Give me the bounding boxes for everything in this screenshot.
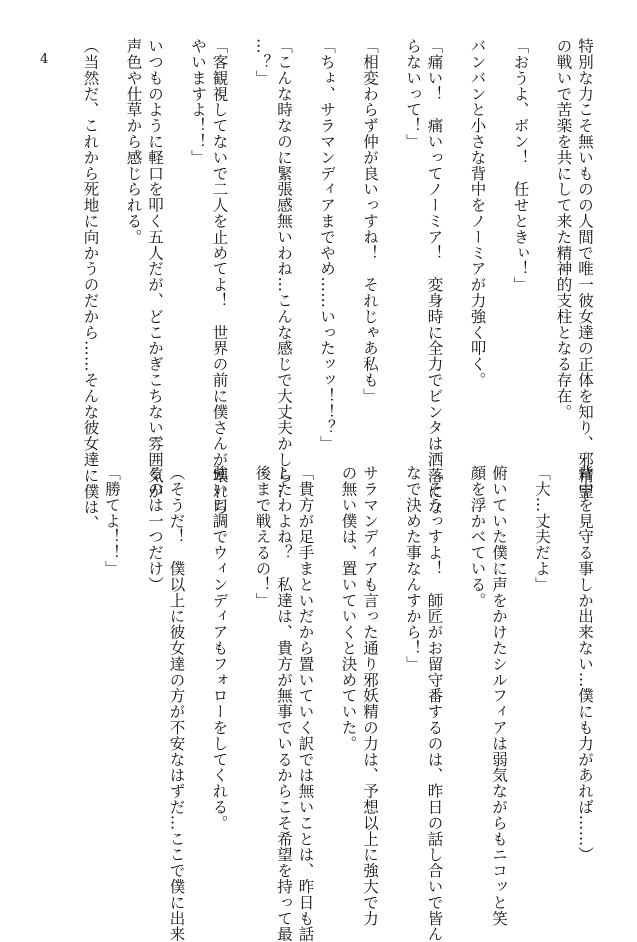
text-column: 声色や仕草から感じられる。 [124, 38, 143, 245]
text-column: 「貴方が足手まといだから置いていく訳では無いことは、昨日も話 [296, 465, 315, 942]
text-column: 「おうよ、ボン！ 任せときぃ！」 [511, 38, 530, 293]
text-column: 「相変わらず仲が良いっすね！ それじゃあ私も」 [361, 38, 379, 404]
text-column: 「ちょ、サラマンディアまでやめ……いったッッ！！？」 [318, 38, 336, 452]
text-column: …？」 [253, 38, 272, 86]
text-column: 「こんな時なのに緊張感無いわね…こんな感じで大丈夫かしら… [275, 38, 293, 500]
text-column: （当然だ、これから死地に向かうのだから……そんな彼女達に僕は、 [81, 38, 100, 531]
text-column: サラマンディアも言った通り邪妖精の力は、予想以上に強大で力 [361, 465, 379, 927]
text-column: 特別な力こそ無いものの人間で唯一彼女達の正体を知り、邪精霊 [576, 38, 594, 500]
text-column: 後まで戦えるの！」 [253, 465, 272, 609]
text-column: 「大…丈夫だよ」 [533, 465, 551, 593]
text-column: 「客観視してないで二人を止めてよ！ 世界の前に僕さんが壊れち [210, 38, 229, 515]
text-column: 背中を見守る事しか出来ない…僕にも力があれば……） [576, 465, 594, 863]
text-column: 「そうっすよ！ 師匠がお留守番するのは、昨日の話し合いで皆ん [425, 465, 444, 942]
text-column: るのは一つだけ） [146, 465, 164, 593]
text-column: 強い口調でウィンディアもフォローをしてくれる。 [210, 465, 229, 831]
text-column: いつものように軽口を叩く五人だが、どこかぎこちない雰囲気が [146, 38, 164, 500]
text-column: （そうだ！ 僕以上に彼女達の方が不安なはずだ…ここで僕に出来 [167, 465, 186, 942]
text-column: やいますよ！！」 [189, 38, 207, 166]
text-column: なで決めた事なんすから！」 [404, 465, 422, 672]
text-column: したわよね？ 私達は、貴方が無事でいるからこそ希望を持って最 [275, 465, 293, 942]
text-column: の戦いで苦楽を共にして来た精神的支柱となる存在。 [554, 38, 573, 420]
text-column: の無い僕は、置いていくと決めていた。 [339, 465, 358, 752]
text-column: 「勝てよ！！」 [103, 465, 121, 577]
text-column: 「痛い！ 痛いってノーミア！ 変身時に全力でビンタは洒落にな [425, 38, 444, 515]
text-column: バンバンと小さな背中をノーミアが力強く叩く。 [468, 38, 487, 388]
text-column: 顔を浮かべている。 [468, 465, 487, 609]
text-column: らないって！」 [404, 38, 422, 150]
text-column: 俯いていた僕に声をかけたシルフィアは弱気ながらもニコッと笑 [490, 465, 508, 927]
page-number: 4 [40, 52, 49, 67]
